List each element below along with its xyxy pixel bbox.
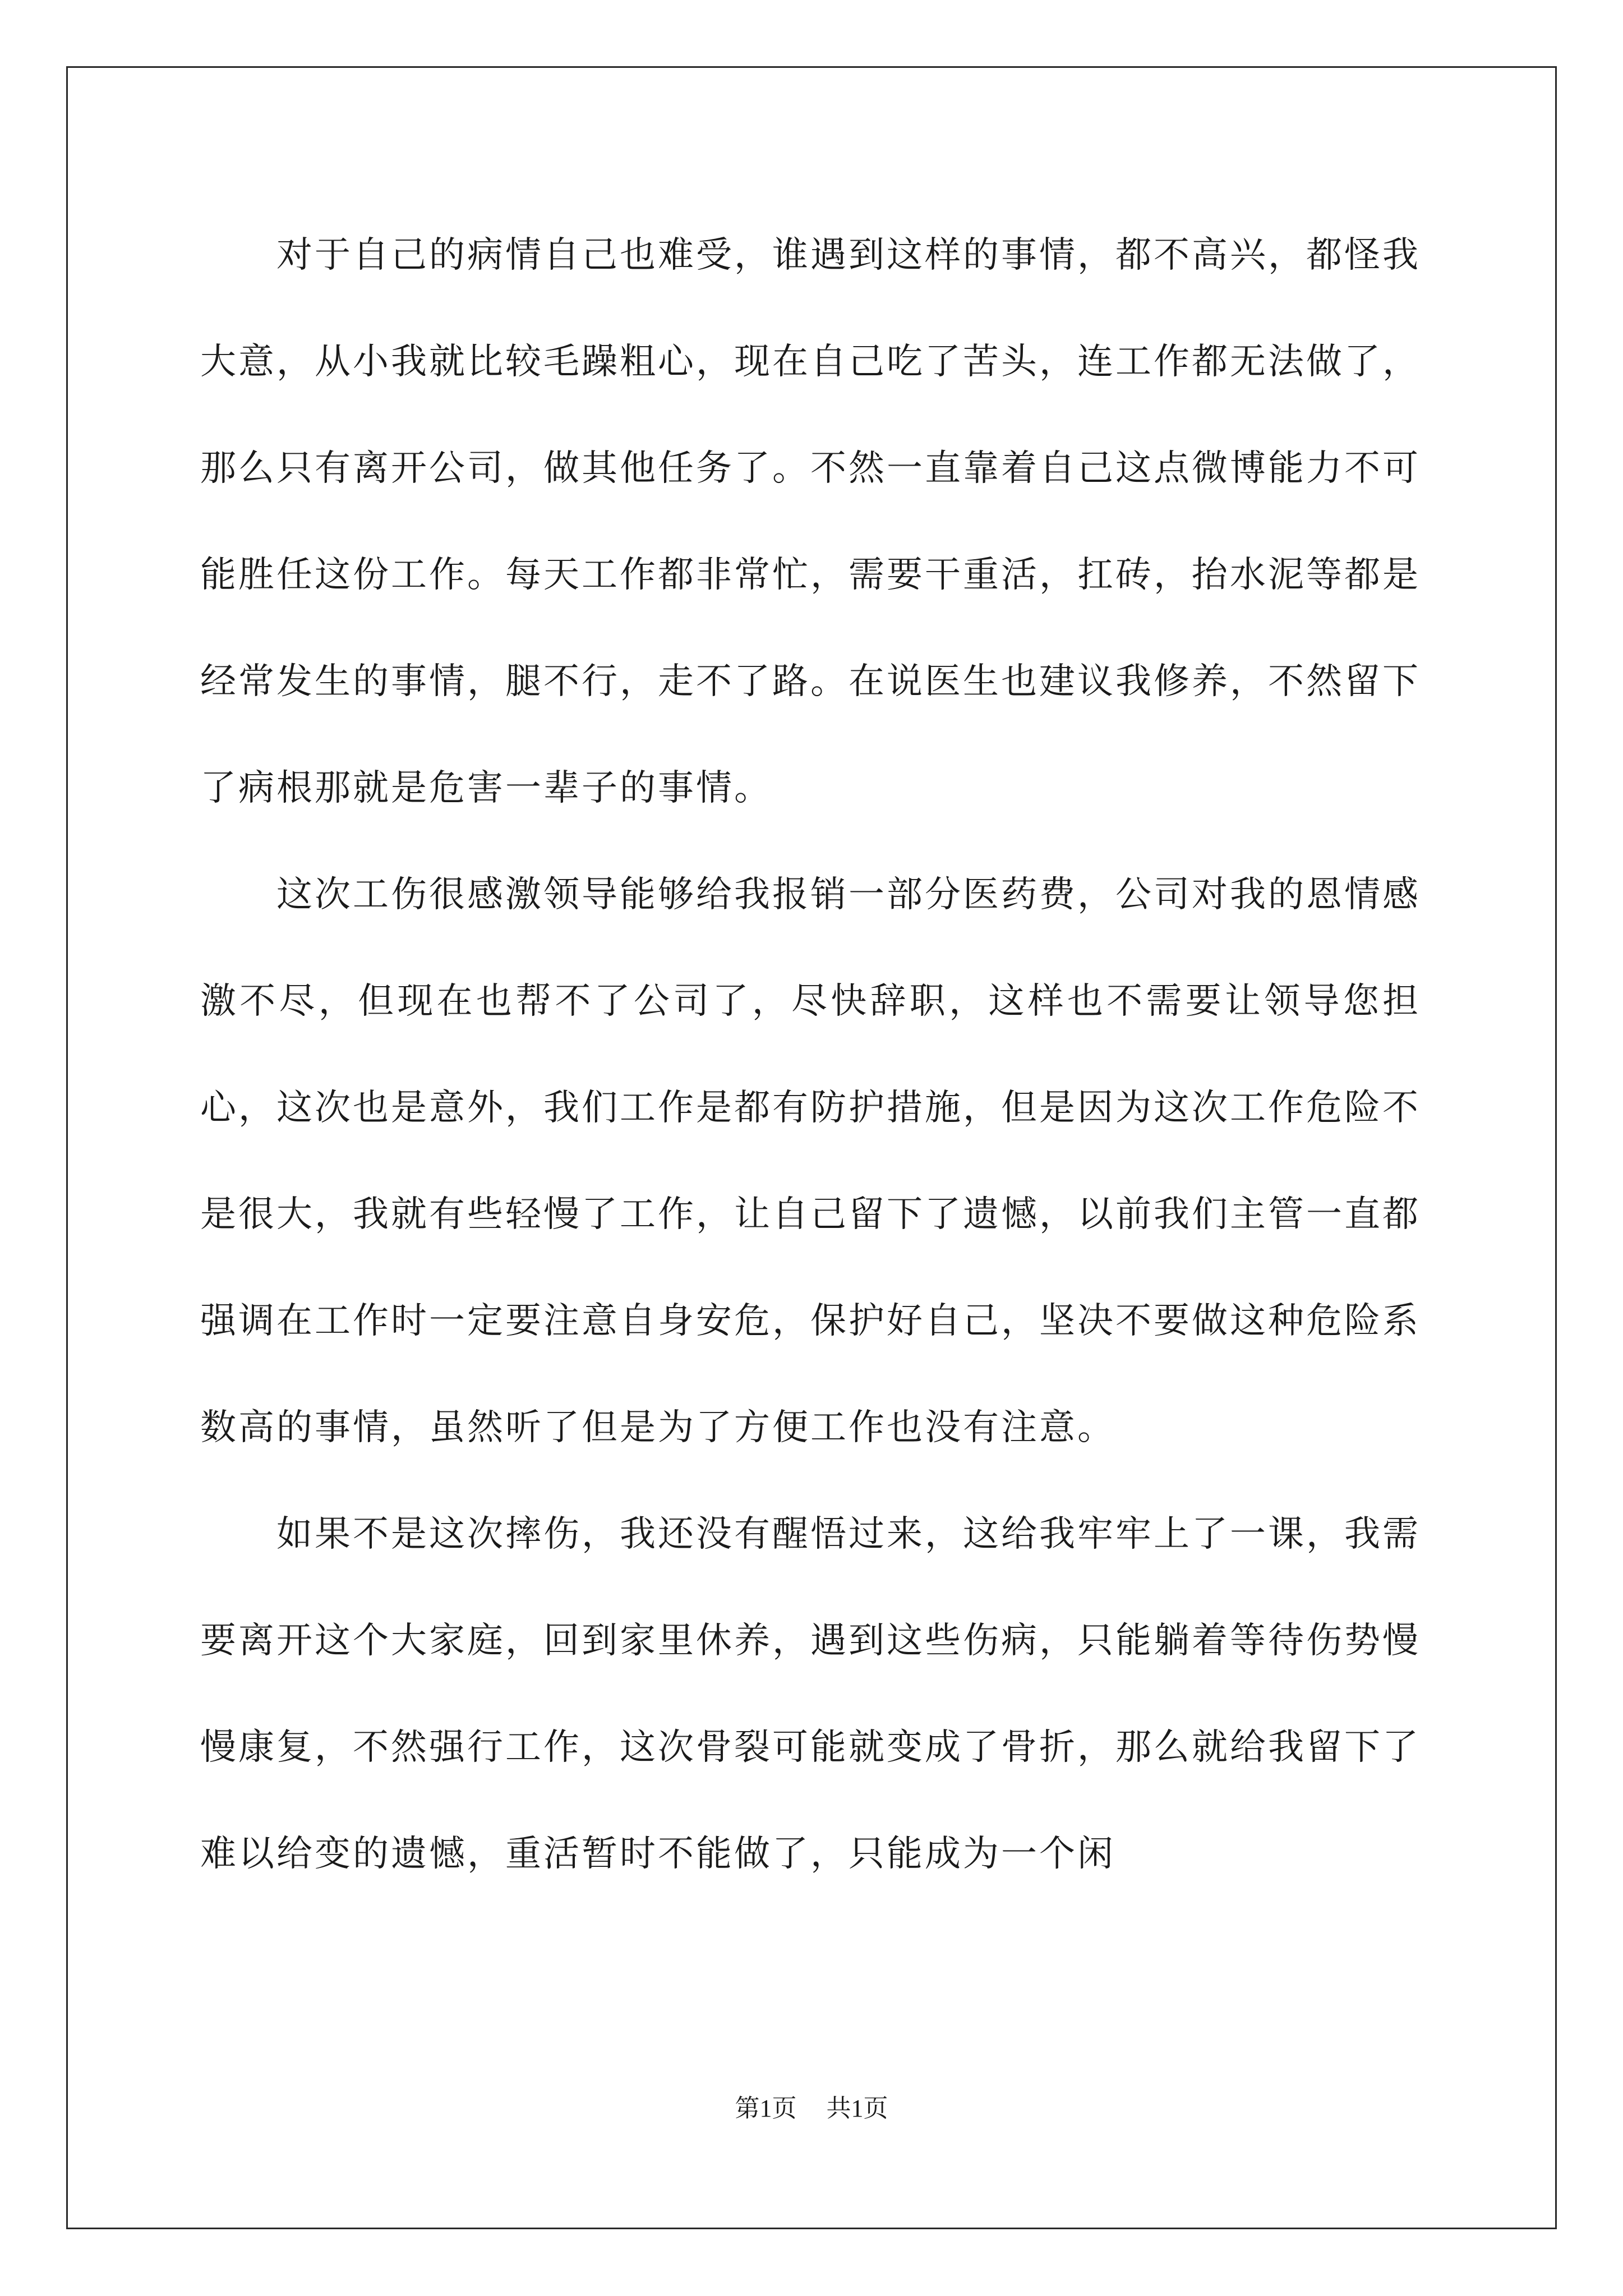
paragraph-3: 如果不是这次摔伤，我还没有醒悟过来，这给我牢牢上了一课，我需要离开这个大家庭，回到家里休养，遇到这些伤病，只能躺着等待伤势慢慢康复，不然强行工作，这次骨裂可能就变成了骨折，那么就给我留下了难以给变的遗憾，重活暂时不能做了，只能成为一个闲 xyxy=(200,1513,1421,1875)
document-body xyxy=(200,202,1421,1907)
page-total: 共1页 xyxy=(826,2095,888,2122)
page-number: 第1页 xyxy=(735,2095,797,2122)
paragraph-2: 这次工伤很感激领导能够给我报销一部分医药费，公司对我的恩情感激不尽，但现在也帮不了公司了，尽快辞职，这样也不需要让领导您担心，这次也是意外，我们工作是都有防护措施，但是因为这次工作危险不是很大，我就有些轻慢了工作，让自己留下了遗憾，以前我们主管一直都强调在工作时一定要注意自身安危，保护好自己，坚决不要做这种危险系数高的事情，虽然听了但是为了方便工作也没有注意。 xyxy=(200,874,1421,1448)
paragraph-1: 对于自己的病情自己也难受，谁遇到这样的事情，都不高兴，都怪我大意，从小我就比较毛躁粗心，现在自己吃了苦头，连工作都无法做了，那么只有离开公司，做其他任务了。不然一直靠着自己这点微博能力不可能胜任这份工作。每天工作都非常忙，需要干重活，扛砖，抬水泥等都是经常发生的事情，腿不行，走不了路。在说医生也建议我修养，不然留下了病根那就是危害一辈子的事情。 xyxy=(200,234,1421,809)
page-footer xyxy=(0,2088,1623,2124)
